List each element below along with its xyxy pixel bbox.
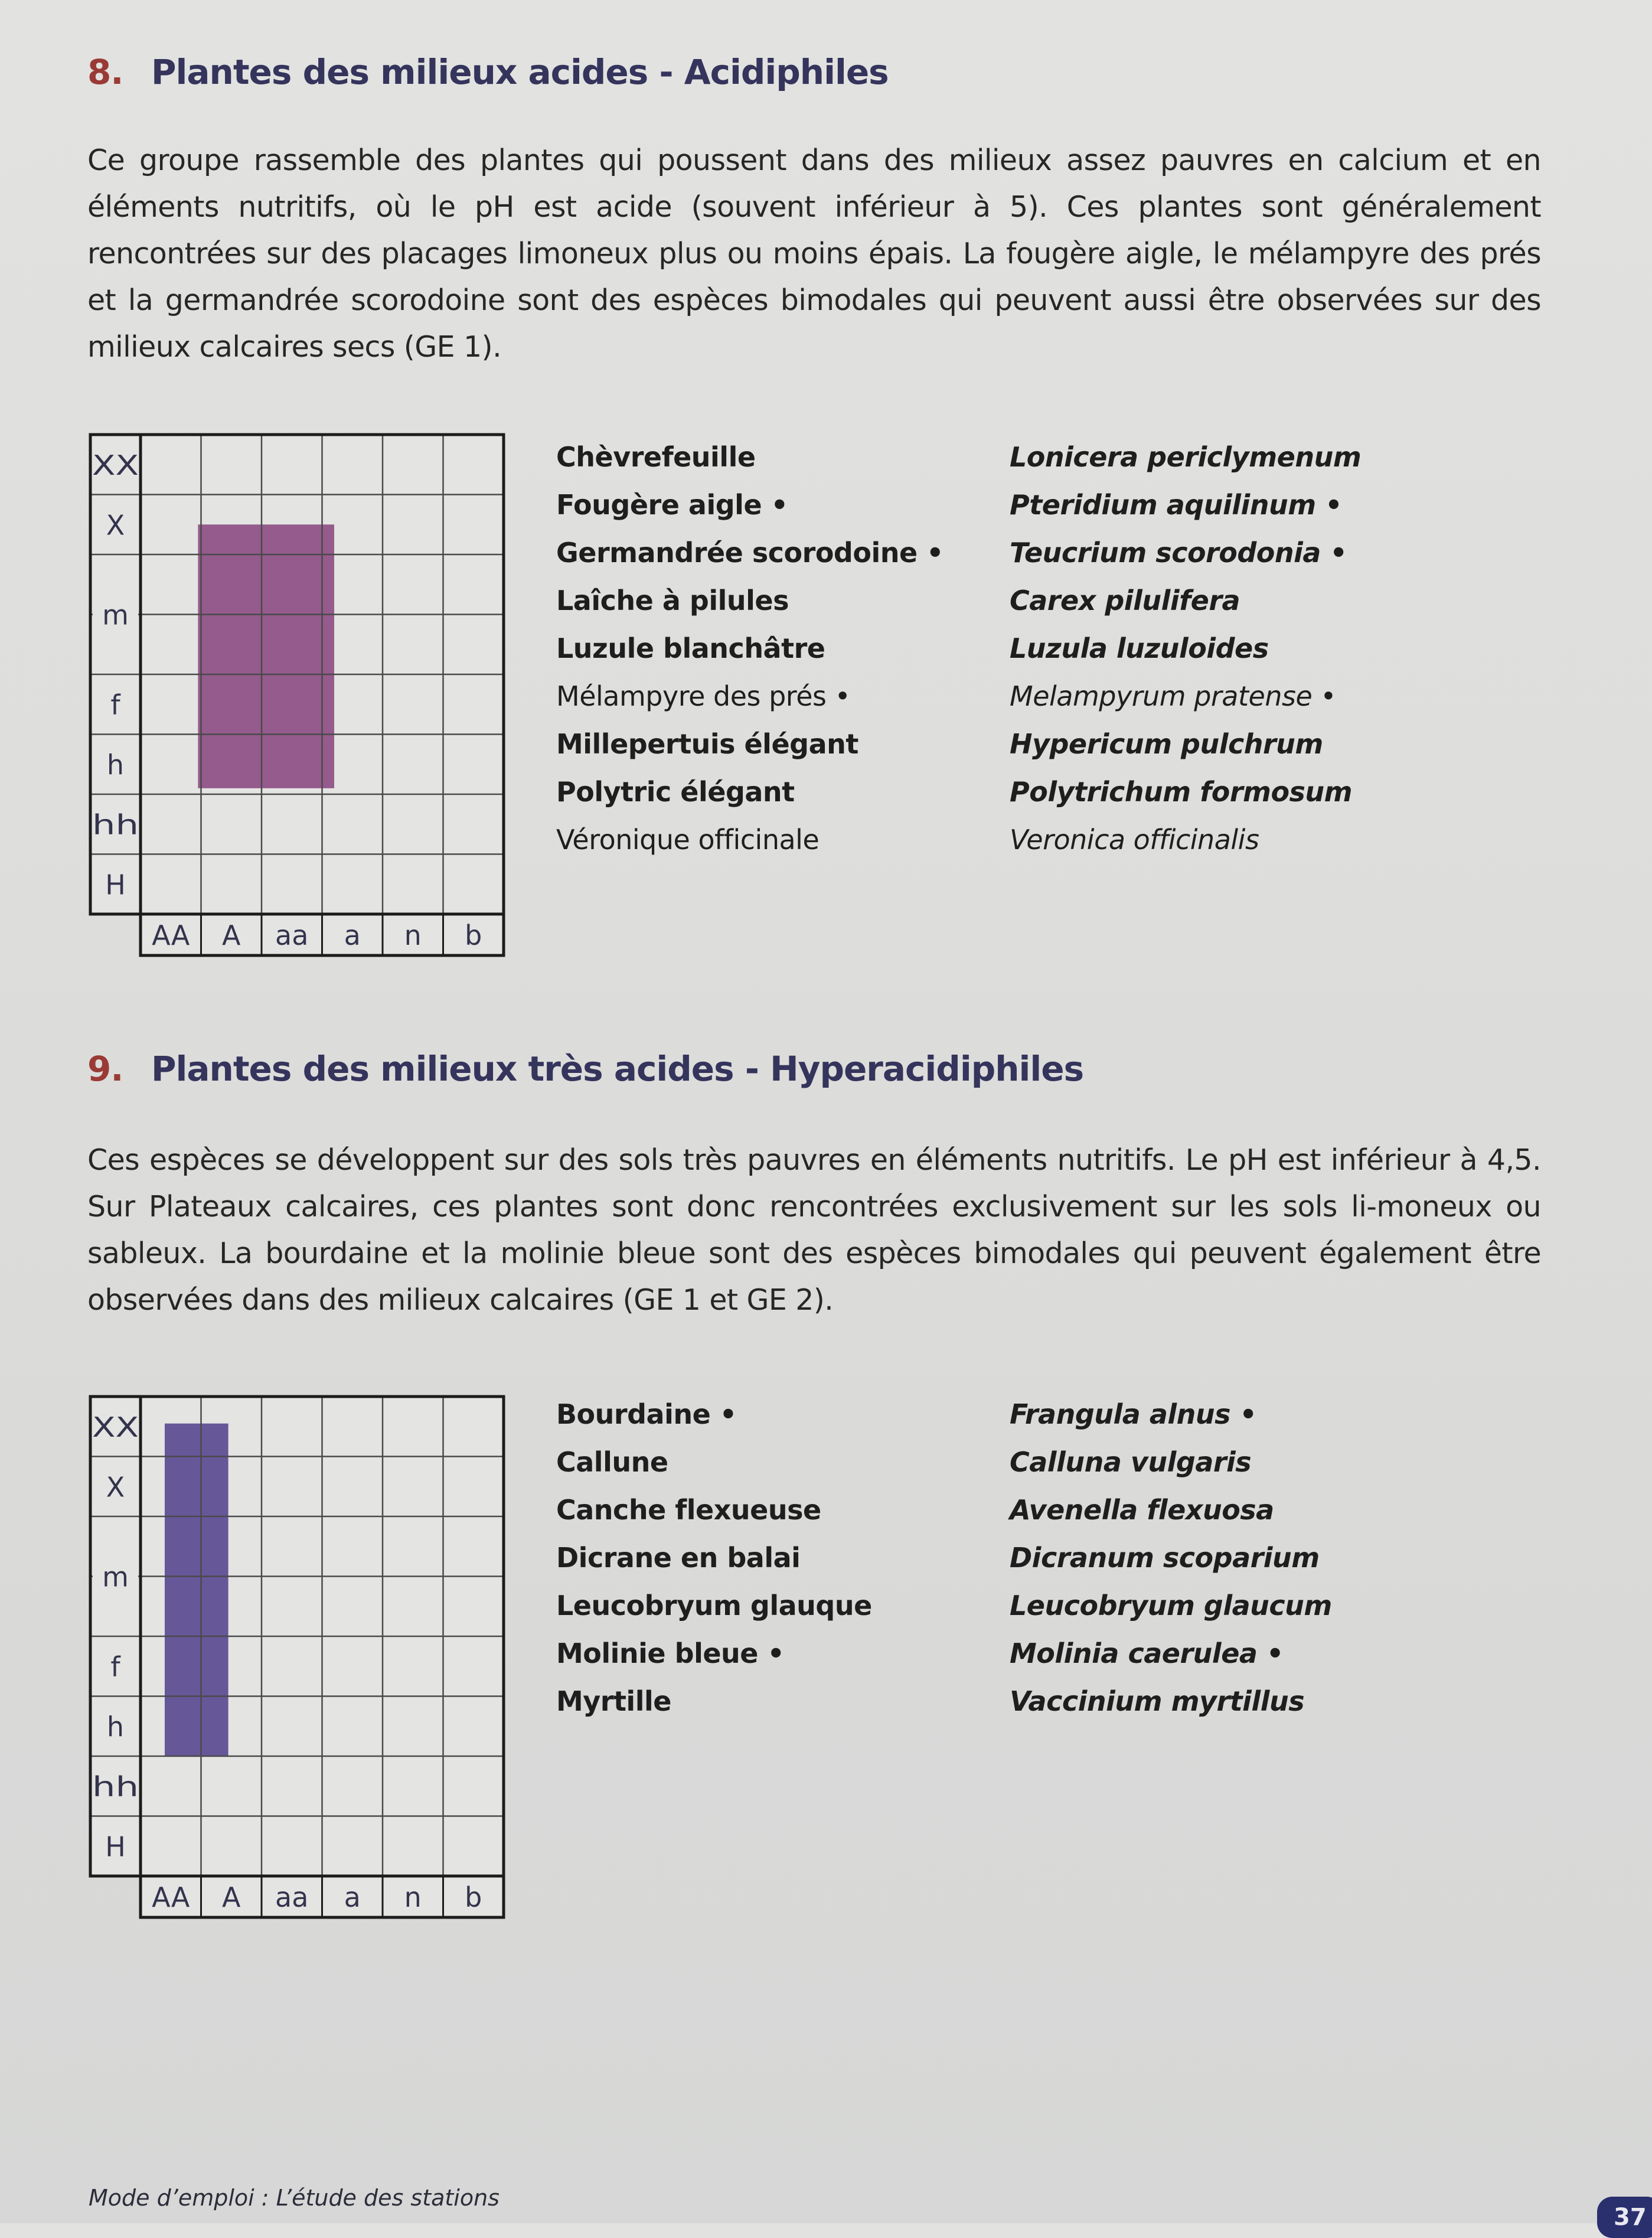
x-axis-label: AA bbox=[152, 919, 190, 951]
species-common-name: Millepertuis élégant bbox=[556, 728, 858, 760]
species-latin-name: Frangula alnus • bbox=[1010, 1398, 1257, 1430]
species-common-name: Callune bbox=[556, 1446, 668, 1478]
species-common-name: Mélampyre des prés • bbox=[556, 680, 851, 712]
x-axis-label: n bbox=[404, 919, 422, 951]
x-axis-label: AA bbox=[152, 1881, 190, 1913]
species-latin-name: Hypericum pulchrum bbox=[1010, 728, 1323, 760]
species-common-name: Véronique officinale bbox=[556, 824, 820, 856]
x-axis-label: n bbox=[404, 1881, 422, 1913]
species-common-name: Polytric élégant bbox=[556, 776, 795, 808]
ecogram-svg bbox=[89, 1395, 505, 1919]
section-number: 9. bbox=[87, 1049, 123, 1089]
section-title: Plantes des milieux très acides - Hyperacidiphiles bbox=[151, 1049, 1084, 1089]
y-axis-label: X bbox=[106, 1471, 125, 1503]
species-latin-name: Avenella flexuosa bbox=[1010, 1494, 1274, 1526]
y-axis-label: h bbox=[106, 1711, 125, 1743]
y-axis-label: hh bbox=[92, 808, 139, 841]
y-axis-label: H bbox=[105, 1831, 126, 1863]
ecogram-svg bbox=[89, 433, 505, 957]
species-common-name: Germandrée scorodoine • bbox=[556, 537, 944, 569]
species-common-name: Canche flexueuse bbox=[556, 1494, 821, 1526]
ecogram-chart bbox=[89, 433, 505, 957]
y-axis-label: XX bbox=[92, 449, 139, 481]
species-common-name: Laîche à pilules bbox=[556, 585, 789, 616]
species-latin-name: Calluna vulgaris bbox=[1010, 1446, 1252, 1478]
section-heading bbox=[87, 52, 889, 92]
species-latin-name: Carex pilulifera bbox=[1010, 585, 1240, 616]
species-latin-name: Lonicera periclymenum bbox=[1010, 441, 1362, 473]
y-axis-label: f bbox=[110, 689, 120, 721]
x-axis-label: a bbox=[344, 919, 361, 951]
x-axis-label: aa bbox=[275, 1881, 309, 1913]
species-latin-name: Vaccinium myrtillus bbox=[1010, 1685, 1305, 1717]
species-common-name: Bourdaine • bbox=[556, 1398, 737, 1430]
species-common-name: Fougère aigle • bbox=[556, 489, 788, 521]
section-paragraph: Ces espèces se développent sur des sols très pauvres en éléments nutritifs. Le pH est inférieur à 4,5. Sur Plateaux calcaires, ces plantes sont donc rencontrées exclusivement sur les sols li-moneux ou sableux. La bourdaine et la molinie bleue sont des espèces bimodales qui peuvent également être observées dans des milieux calcaires (GE 1 et GE 2). bbox=[87, 1143, 1541, 1317]
y-axis-label: H bbox=[105, 869, 126, 901]
range-block bbox=[198, 524, 334, 788]
x-axis-label: b bbox=[465, 919, 482, 951]
x-axis-label: aa bbox=[275, 919, 309, 951]
species-common-name: Molinie bleue • bbox=[556, 1637, 785, 1669]
species-latin-name: Veronica officinalis bbox=[1010, 824, 1259, 856]
range-block bbox=[165, 1424, 228, 1756]
page-number: 37 bbox=[1597, 2197, 1652, 2238]
species-common-name: Luzule blanchâtre bbox=[556, 632, 825, 664]
species-common-name: Chèvrefeuille bbox=[556, 441, 756, 473]
y-axis-label: h bbox=[106, 749, 125, 781]
section-heading bbox=[87, 1049, 1083, 1089]
section-title: Plantes des milieux acides - Acidiphiles bbox=[151, 52, 889, 92]
y-axis-label: m bbox=[102, 1561, 129, 1593]
species-common-name: Myrtille bbox=[556, 1685, 671, 1717]
species-latin-name: Pteridium aquilinum • bbox=[1010, 489, 1343, 521]
y-axis-label: XX bbox=[92, 1411, 139, 1443]
species-latin-name: Molinia caerulea • bbox=[1010, 1637, 1284, 1669]
species-common-name: Dicrane en balai bbox=[556, 1542, 801, 1574]
y-axis-label: hh bbox=[92, 1770, 139, 1803]
section-number: 8. bbox=[87, 52, 123, 92]
y-axis-label: f bbox=[110, 1650, 120, 1683]
species-latin-name: Melampyrum pratense • bbox=[1010, 680, 1336, 712]
species-latin-name: Dicranum scoparium bbox=[1010, 1542, 1320, 1574]
x-axis-label: A bbox=[222, 919, 241, 951]
ecogram-chart bbox=[89, 1395, 505, 1919]
species-latin-name: Polytrichum formosum bbox=[1010, 776, 1353, 808]
species-latin-name: Leucobryum glaucum bbox=[1010, 1590, 1332, 1622]
species-latin-name: Teucrium scorodonia • bbox=[1010, 537, 1347, 569]
section-paragraph: Ce groupe rassemble des plantes qui poussent dans des milieux assez pauvres en calcium et en éléments nutritifs, où le pH est acide (souvent inférieur à 5). Ces plantes sont généralement rencontrées sur des placages limoneux plus ou moins épais. La fougère aigle, le mélampyre des prés et la germandrée scorodoine sont des espèces bimodales qui peuvent aussi être observées sur des milieux calcaires secs (GE 1). bbox=[87, 143, 1541, 364]
species-common-name: Leucobryum glauque bbox=[556, 1590, 872, 1622]
y-axis-label: m bbox=[102, 599, 129, 631]
x-axis-label: a bbox=[344, 1881, 361, 1913]
x-axis-label: A bbox=[222, 1881, 241, 1913]
species-latin-name: Luzula luzuloides bbox=[1010, 632, 1269, 664]
x-axis-label: b bbox=[465, 1881, 482, 1913]
y-axis-label: X bbox=[106, 509, 125, 541]
footer-title: Mode d’emploi : L’étude des stations bbox=[89, 2185, 499, 2211]
